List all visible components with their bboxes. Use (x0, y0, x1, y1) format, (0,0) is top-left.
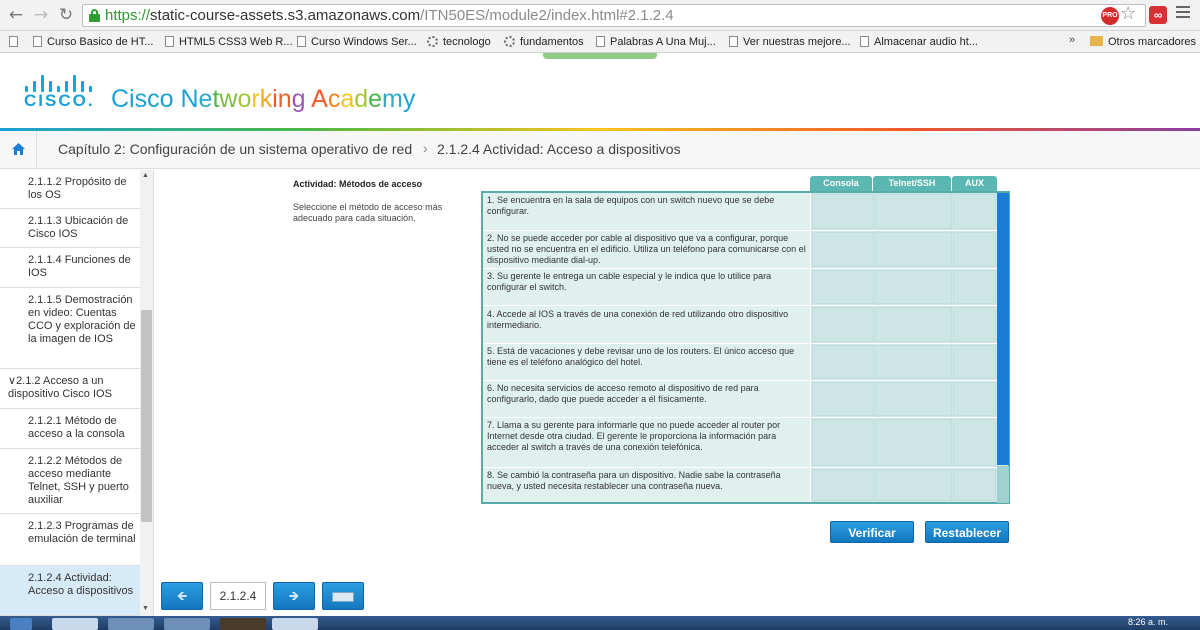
extension-icon[interactable]: ∞ (1149, 6, 1167, 24)
sidebar-scroll-thumb[interactable] (141, 310, 152, 522)
page-icon (596, 36, 605, 47)
question-text[interactable]: 7. Llama a su gerente para informarle que no puede acceder al router por Internet desde otra ciudad. El gerente le proporciona la información para acceder al switch a través de una conexión telefónica. (483, 418, 811, 467)
illustrator-taskbar-icon[interactable] (220, 618, 266, 630)
bookmark-item[interactable]: Curso Windows Ser... (297, 33, 417, 51)
grid-scrollbar[interactable] (997, 193, 1009, 465)
drop-cell-consola[interactable] (812, 194, 874, 229)
drop-cell-consola[interactable] (812, 270, 874, 304)
reset-button[interactable]: Restablecer (925, 521, 1009, 543)
sidebar-section[interactable]: ∨2.1.2 Acceso a un dispositivo Cisco IOS (0, 369, 140, 409)
question-text[interactable]: 8. Se cambió la contraseña para un dispositivo. Nadie sabe la contraseña nueva, y usted necesita restablecer una contraseña nueva. (483, 468, 811, 502)
sidebar-item-active[interactable]: 2.1.2.4 Actividad: Acceso a dispositivos (0, 566, 140, 616)
question-row (483, 381, 1008, 418)
sidebar-item[interactable]: 2.1.1.2 Propósito de los OS (0, 170, 140, 209)
activity-title: Actividad: Métodos de acceso (293, 179, 423, 189)
drop-cell-aux[interactable] (953, 232, 996, 267)
drop-cell-telnet-ssh[interactable] (875, 382, 952, 416)
sidebar-item[interactable]: 2.1.2.2 Métodos de acceso mediante Telnet, SSH y puerto auxiliar (0, 449, 140, 514)
bookmark-item[interactable]: Curso Basico de HT... (33, 33, 153, 51)
top-tab-indicator (543, 53, 657, 59)
title-word-cisco: Cisco (111, 85, 174, 113)
question-text[interactable]: 5. Está de vacaciones y debe revisar uno de los routers. El único acceso que tiene es el teléfono analógico del hotel. (483, 344, 811, 380)
breadcrumb-separator: › (423, 140, 428, 156)
sidebar-item[interactable]: 2.1.1.3 Ubicación de Cisco IOS (0, 209, 140, 248)
page-number: 2.1.2.4 (210, 582, 266, 610)
sidebar-item[interactable]: 2.1.1.4 Funciones de IOS (0, 248, 140, 288)
address-bar[interactable] (82, 4, 1146, 27)
url-text[interactable]: https://static-course-assets.s3.amazonaws.com/ITN50ES/module2/index.html#2.1.2.4 (105, 7, 674, 24)
bookmark-item[interactable]: fundamentos (504, 33, 584, 51)
title-word-networking: Networking (180, 85, 306, 113)
question-row (483, 306, 1008, 344)
question-row (483, 468, 1008, 502)
verify-button[interactable]: Verificar (830, 521, 914, 543)
bookmark-item[interactable]: Palabras A Una Muj... (596, 33, 716, 51)
column-header-aux: AUX (952, 176, 997, 191)
activity-instructions: Seleccione el método de acceso más adecuado para cada situación. (293, 202, 443, 223)
app-taskbar-icon[interactable] (164, 618, 210, 630)
back-icon[interactable]: ← (8, 5, 24, 25)
loading-icon (427, 36, 438, 47)
question-text[interactable]: 1. Se encuentra en la sala de equipos con un switch nuevo que se debe configurar. (483, 193, 811, 230)
cisco-logo-text: CISCO. (24, 91, 95, 110)
drop-cell-aux[interactable] (953, 382, 996, 416)
sidebar-item[interactable]: 2.1.2.1 Método de acceso a la consola (0, 409, 140, 449)
forward-icon[interactable]: → (33, 5, 49, 25)
scroll-down-icon[interactable]: ▼ (142, 605, 149, 612)
drop-cell-consola[interactable] (812, 382, 874, 416)
taskbar-clock: 8:26 a. m. (1128, 617, 1169, 627)
page-icon (9, 36, 18, 47)
menu-icon[interactable] (1176, 6, 1190, 21)
left-arrow-icon: 🡸 (176, 589, 188, 604)
question-row (483, 344, 1008, 381)
bookmark-item[interactable] (9, 33, 23, 51)
page-icon (860, 36, 869, 47)
taskbar (0, 616, 1200, 630)
drop-cell-telnet-ssh[interactable] (875, 469, 952, 501)
drop-cell-aux[interactable] (953, 194, 996, 229)
drop-cell-aux[interactable] (953, 469, 996, 501)
bookmark-item[interactable]: Ver nuestras mejore... (729, 33, 851, 51)
home-button[interactable] (0, 131, 37, 168)
screen-icon (332, 592, 354, 602)
reload-icon[interactable]: ↻ (58, 5, 74, 25)
column-header-consola: Consola (810, 176, 872, 191)
bookmark-item[interactable]: HTML5 CSS3 Web R... (165, 33, 293, 51)
bookmark-item[interactable]: tecnologo (427, 33, 491, 51)
drop-cell-telnet-ssh[interactable] (875, 194, 952, 229)
question-row (483, 231, 1008, 269)
sidebar-toc (0, 170, 154, 616)
loading-icon (504, 36, 515, 47)
next-page-button[interactable] (273, 582, 315, 610)
question-text[interactable]: 3. Su gerente le entrega un cable especial y le indica que lo utilice para configurar el switch. (483, 269, 811, 305)
drop-cell-consola[interactable] (812, 307, 874, 342)
drop-cell-aux[interactable] (953, 270, 996, 304)
right-arrow-icon: 🡺 (288, 589, 300, 604)
drop-cell-consola[interactable] (812, 232, 874, 267)
prev-page-button[interactable] (161, 582, 203, 610)
question-row (483, 269, 1008, 306)
drop-cell-consola[interactable] (812, 469, 874, 501)
pro-extension-icon[interactable]: PRO (1101, 7, 1119, 25)
fullscreen-button[interactable] (322, 582, 364, 610)
column-header-telnet-ssh: Telnet/SSH (873, 176, 951, 191)
more-bookmarks-button[interactable]: » (1069, 34, 1076, 46)
drop-cell-aux[interactable] (953, 345, 996, 379)
page-icon (165, 36, 174, 47)
chevron-down-icon: ∨ (8, 375, 17, 387)
scroll-up-icon[interactable]: ▲ (142, 172, 149, 179)
word-taskbar-icon[interactable] (272, 618, 318, 630)
drop-cell-aux[interactable] (953, 307, 996, 342)
title-word-academy: Academy (311, 85, 416, 113)
breadcrumb (0, 131, 1200, 169)
question-text[interactable]: 2. No se puede acceder por cable al dispositivo que va a configurar, porque usted no se encuentra en el edificio. Utiliza un teléfono para comunicarse con el dispositivo mediante dial-up. (483, 231, 811, 268)
folder-icon (1090, 36, 1103, 46)
drop-cell-telnet-ssh[interactable] (875, 345, 952, 379)
drop-cell-telnet-ssh[interactable] (875, 232, 952, 267)
start-icon[interactable] (10, 618, 32, 630)
sidebar-item[interactable]: 2.1.1.5 Demostración en video: Cuentas CCO y exploración de la imagen de IOS (0, 288, 140, 369)
explorer-taskbar-icon[interactable] (108, 618, 154, 630)
bookmarks-bar (0, 31, 1200, 53)
page-icon (729, 36, 738, 47)
grid-scroll-track[interactable] (997, 466, 1009, 503)
home-icon (12, 143, 25, 155)
drop-cell-telnet-ssh[interactable] (875, 419, 952, 466)
drop-cell-telnet-ssh[interactable] (875, 307, 952, 342)
drop-cell-consola[interactable] (812, 345, 874, 379)
page-icon (297, 36, 306, 47)
chrome-taskbar-icon[interactable] (52, 618, 98, 630)
academy-title (111, 85, 415, 114)
question-row (483, 193, 1008, 231)
activity-grid (481, 191, 1010, 504)
breadcrumb-chapter[interactable]: Capítulo 2: Configuración de un sistema operativo de red (58, 141, 413, 157)
other-bookmarks-folder[interactable]: Otros marcadores (1090, 33, 1196, 51)
bookmark-star-icon[interactable]: ☆ (1120, 3, 1137, 24)
question-text[interactable]: 6. No necesita servicios de acceso remoto al dispositivo de red para configurarlo, dado que puede acceder a él físicamente. (483, 381, 811, 417)
question-row (483, 418, 1008, 468)
drop-cell-telnet-ssh[interactable] (875, 270, 952, 304)
sidebar-item[interactable]: 2.1.2.3 Programas de emulación de terminal (0, 514, 140, 566)
browser-toolbar (0, 0, 1200, 31)
drop-cell-consola[interactable] (812, 419, 874, 466)
drop-cell-aux[interactable] (953, 419, 996, 466)
bookmark-item[interactable]: Almacenar audio ht... (860, 33, 978, 51)
page-icon (33, 36, 42, 47)
cisco-logo-bars-icon (25, 72, 95, 92)
breadcrumb-page: 2.1.2.4 Actividad: Acceso a dispositivos (437, 141, 681, 157)
question-text[interactable]: 4. Accede al IOS a través de una conexión de red utilizando otro dispositivo intermediario. (483, 306, 811, 343)
lock-icon (89, 9, 100, 22)
